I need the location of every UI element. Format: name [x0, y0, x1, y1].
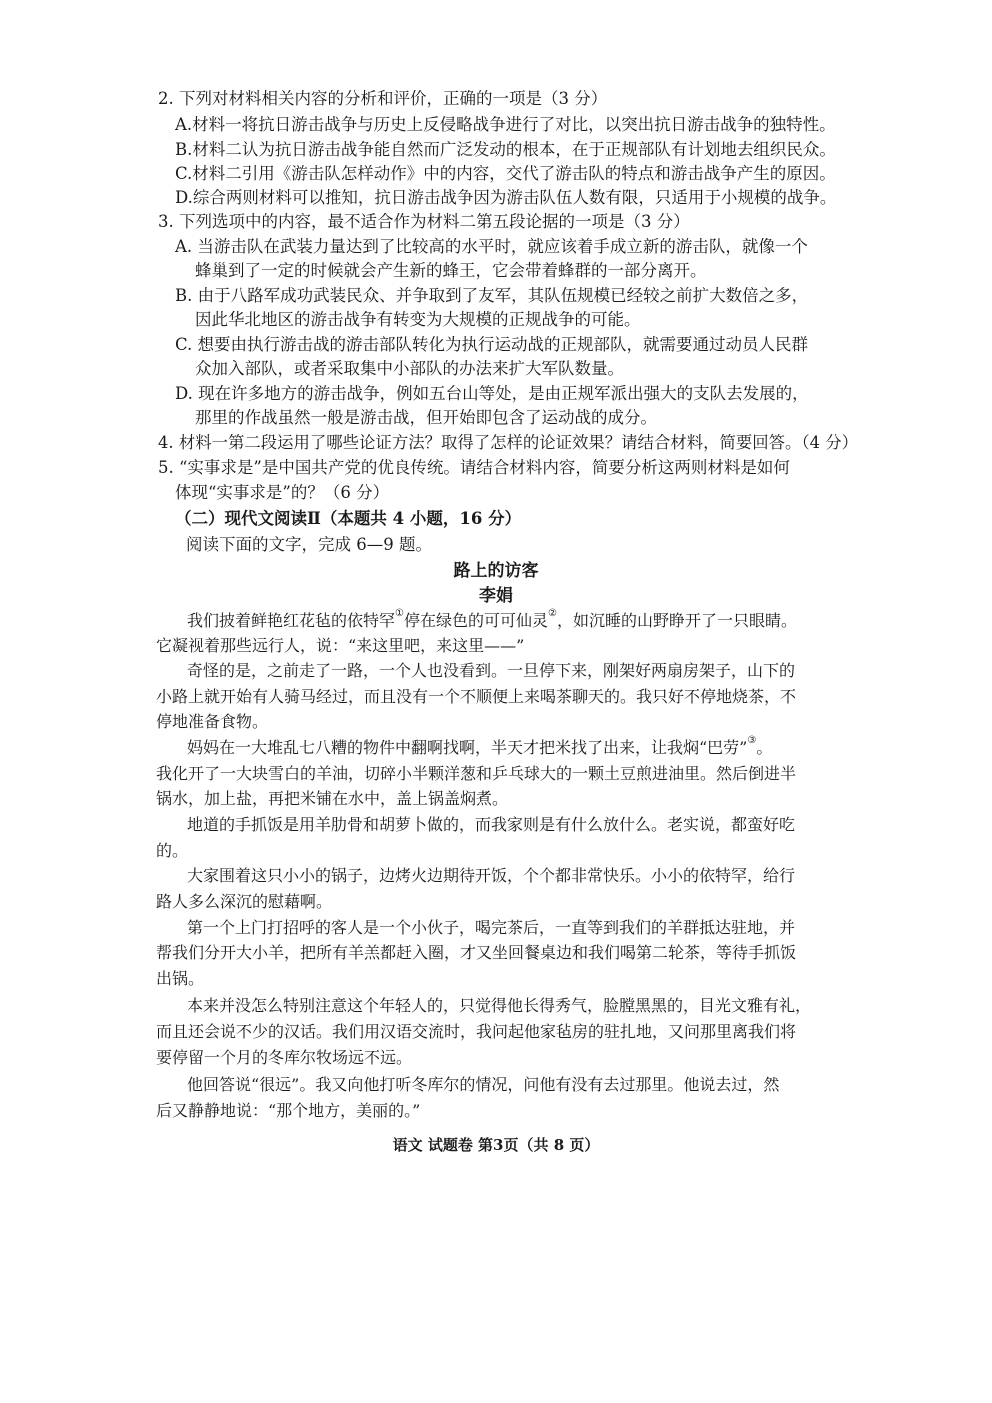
question-3-option-a: A. 当游击队在武装力量达到了比较高的水平时，就应该着手成立新的游击队，就像一个 — [175, 237, 808, 256]
section-instruction: 阅读下面的文字，完成 6—9 题。 — [186, 535, 432, 554]
question-3-option-d-cont: 那里的作战虽然一般是游击战，但开始即包含了运动战的成分。 — [195, 408, 657, 427]
footnote-marker-2: ② — [548, 608, 557, 619]
paragraph-3-line-2: 我化开了一大块雪白的羊油，切碎小半颗洋葱和乒乓球大的一颗土豆煎进油里。然后倒进半 — [156, 764, 797, 783]
paragraph-1-text-c: ，如沉睡的山野睁开了一只眼睛。 — [556, 611, 797, 630]
footnote-marker-1: ① — [395, 608, 404, 619]
question-5-cont: 体现“实事求是”的？（6 分） — [175, 483, 390, 502]
question-3-option-c-cont: 众加入部队，或者采取集中小部队的办法来扩大军队数量。 — [195, 359, 624, 378]
question-2-option-b: B.材料二认为抗日游击战争能自然而广泛发动的根本，在于正规部队有计划地去组织民众。 — [175, 140, 836, 159]
passage-author: 李娟 — [479, 586, 513, 606]
question-3-option-c: C. 想要由执行游击战的游击部队转化为执行运动战的正规部队，就需要通过动员人民群 — [175, 335, 809, 354]
paragraph-3-text-b: 。 — [756, 738, 773, 757]
paragraph-3-line-1 — [187, 736, 772, 760]
question-3-option-b: B. 由于八路军成功武装民众、并争取到了友军，其队伍规模已经较之前扩大数倍之多， — [175, 286, 809, 305]
question-3-stem: 3. 下列选项中的内容，最不适合作为材料二第五段论据的一项是（3 分） — [158, 212, 690, 231]
paragraph-2-line-3: 停地准备食物。 — [156, 712, 269, 731]
question-2-stem: 2. 下列对材料相关内容的分析和评价，正确的一项是（3 分） — [158, 89, 608, 108]
passage-title: 路上的访客 — [453, 561, 539, 581]
question-3-option-b-cont: 因此华北地区的游击战争有转变为大规模的正规战争的可能。 — [195, 310, 641, 329]
paragraph-1-line-2: 它凝视着那些远行人，说：“来这里吧，来这里——” — [156, 636, 525, 655]
paragraph-5-line-2: 路人多么深沉的慰藉啊。 — [156, 892, 333, 911]
paragraph-2-line-2: 小路上就开始有人骑马经过，而且没有一个不顺便上来喝茶聊天的。我只好不停地烧茶，不 — [156, 687, 797, 706]
paragraph-7-line-2: 而且还会说不少的汉话。我们用汉语交流时，我问起他家毡房的驻扎地，又问那里离我们将 — [156, 1022, 797, 1041]
paragraph-2-line-1: 奇怪的是，之前走了一路，一个人也没看到。一旦停下来，刚架好两扇房架子，山下的 — [187, 661, 796, 680]
paragraph-1-line-1 — [187, 609, 797, 633]
paragraph-4-line-2: 的。 — [156, 841, 189, 860]
question-4: 4. 材料一第二段运用了哪些论证方法？取得了怎样的论证效果？请结合材料，简要回答。（4 分） — [158, 433, 858, 452]
footnote-marker-3: ③ — [747, 735, 757, 746]
question-2-option-d: D.综合两则材料可以推知，抗日游击战争因为游击队伍人数有限，只适用于小规模的战争。 — [175, 188, 837, 207]
paragraph-1-text-b: 停在绿色的可可仙灵 — [403, 611, 548, 630]
paragraph-6-line-3: 出锅。 — [156, 969, 205, 988]
paragraph-1-text-a: 我们披着鲜艳红花毡的依特罕 — [187, 611, 396, 630]
paragraph-6-line-1: 第一个上门打招呼的客人是一个小伙子，喝完茶后，一直等到我们的羊群抵达驻地，并 — [187, 918, 796, 937]
paragraph-8-line-2: 后又静静地说：“那个地方，美丽的。” — [156, 1101, 421, 1120]
paragraph-8-line-1: 他回答说“很远”。我又向他打听冬库尔的情况，问他有没有去过那里。他说去过，然 — [187, 1075, 780, 1094]
question-3-option-d: D. 现在许多地方的游击战争，例如五台山等处，是由正规军派出强大的支队去发展的， — [175, 384, 809, 403]
paragraph-5-line-1: 大家围着这只小小的锅子，边烤火边期待开饭，个个都非常快乐。小小的依特罕，给行 — [187, 866, 796, 885]
question-3-option-a-cont: 蜂巢到了一定的时候就会产生新的蜂王，它会带着蜂群的一部分离开。 — [195, 261, 707, 280]
paragraph-4-line-1: 地道的手抓饭是用羊肋骨和胡萝卜做的，而我家则是有什么放什么。老实说，都蛮好吃 — [187, 815, 796, 834]
paragraph-3-text-a: 妈妈在一大堆乱七八糟的物件中翻啊找啊，半天才把米找了出来，让我焖“巴劳” — [187, 738, 748, 757]
paragraph-6-line-2: 帮我们分开大小羊，把所有羊羔都赶入圈，才又坐回餐桌边和我们喝第二轮茶，等待手抓饭 — [156, 943, 797, 962]
question-2-option-c: C.材料二引用《游击队怎样动作》中的内容，交代了游击队的特点和游击战争产生的原因。 — [175, 164, 836, 183]
paragraph-7-line-3: 要停留一个月的冬库尔牧场远不远。 — [156, 1048, 413, 1067]
page-footer: 语文 试题卷 第3页（共 8 页） — [392, 1136, 600, 1154]
section-heading: （二）现代文阅读Ⅱ（本题共 4 小题，16 分） — [175, 509, 522, 528]
question-5: 5. “实事求是”是中国共产党的优良传统。请结合材料内容，简要分析这两则材料是如何 — [158, 458, 790, 477]
paragraph-7-line-1: 本来并没怎么特别注意这个年轻人的，只觉得他长得秀气，脸膛黑黑的，目光文雅有礼， — [187, 996, 812, 1015]
question-2-option-a: A.材料一将抗日游击战争与历史上反侵略战争进行了对比，以突出抗日游击战争的独特性。 — [175, 115, 836, 134]
paragraph-3-line-3: 锅水，加上盐，再把米铺在水中，盖上锅盖焖煮。 — [156, 789, 509, 808]
